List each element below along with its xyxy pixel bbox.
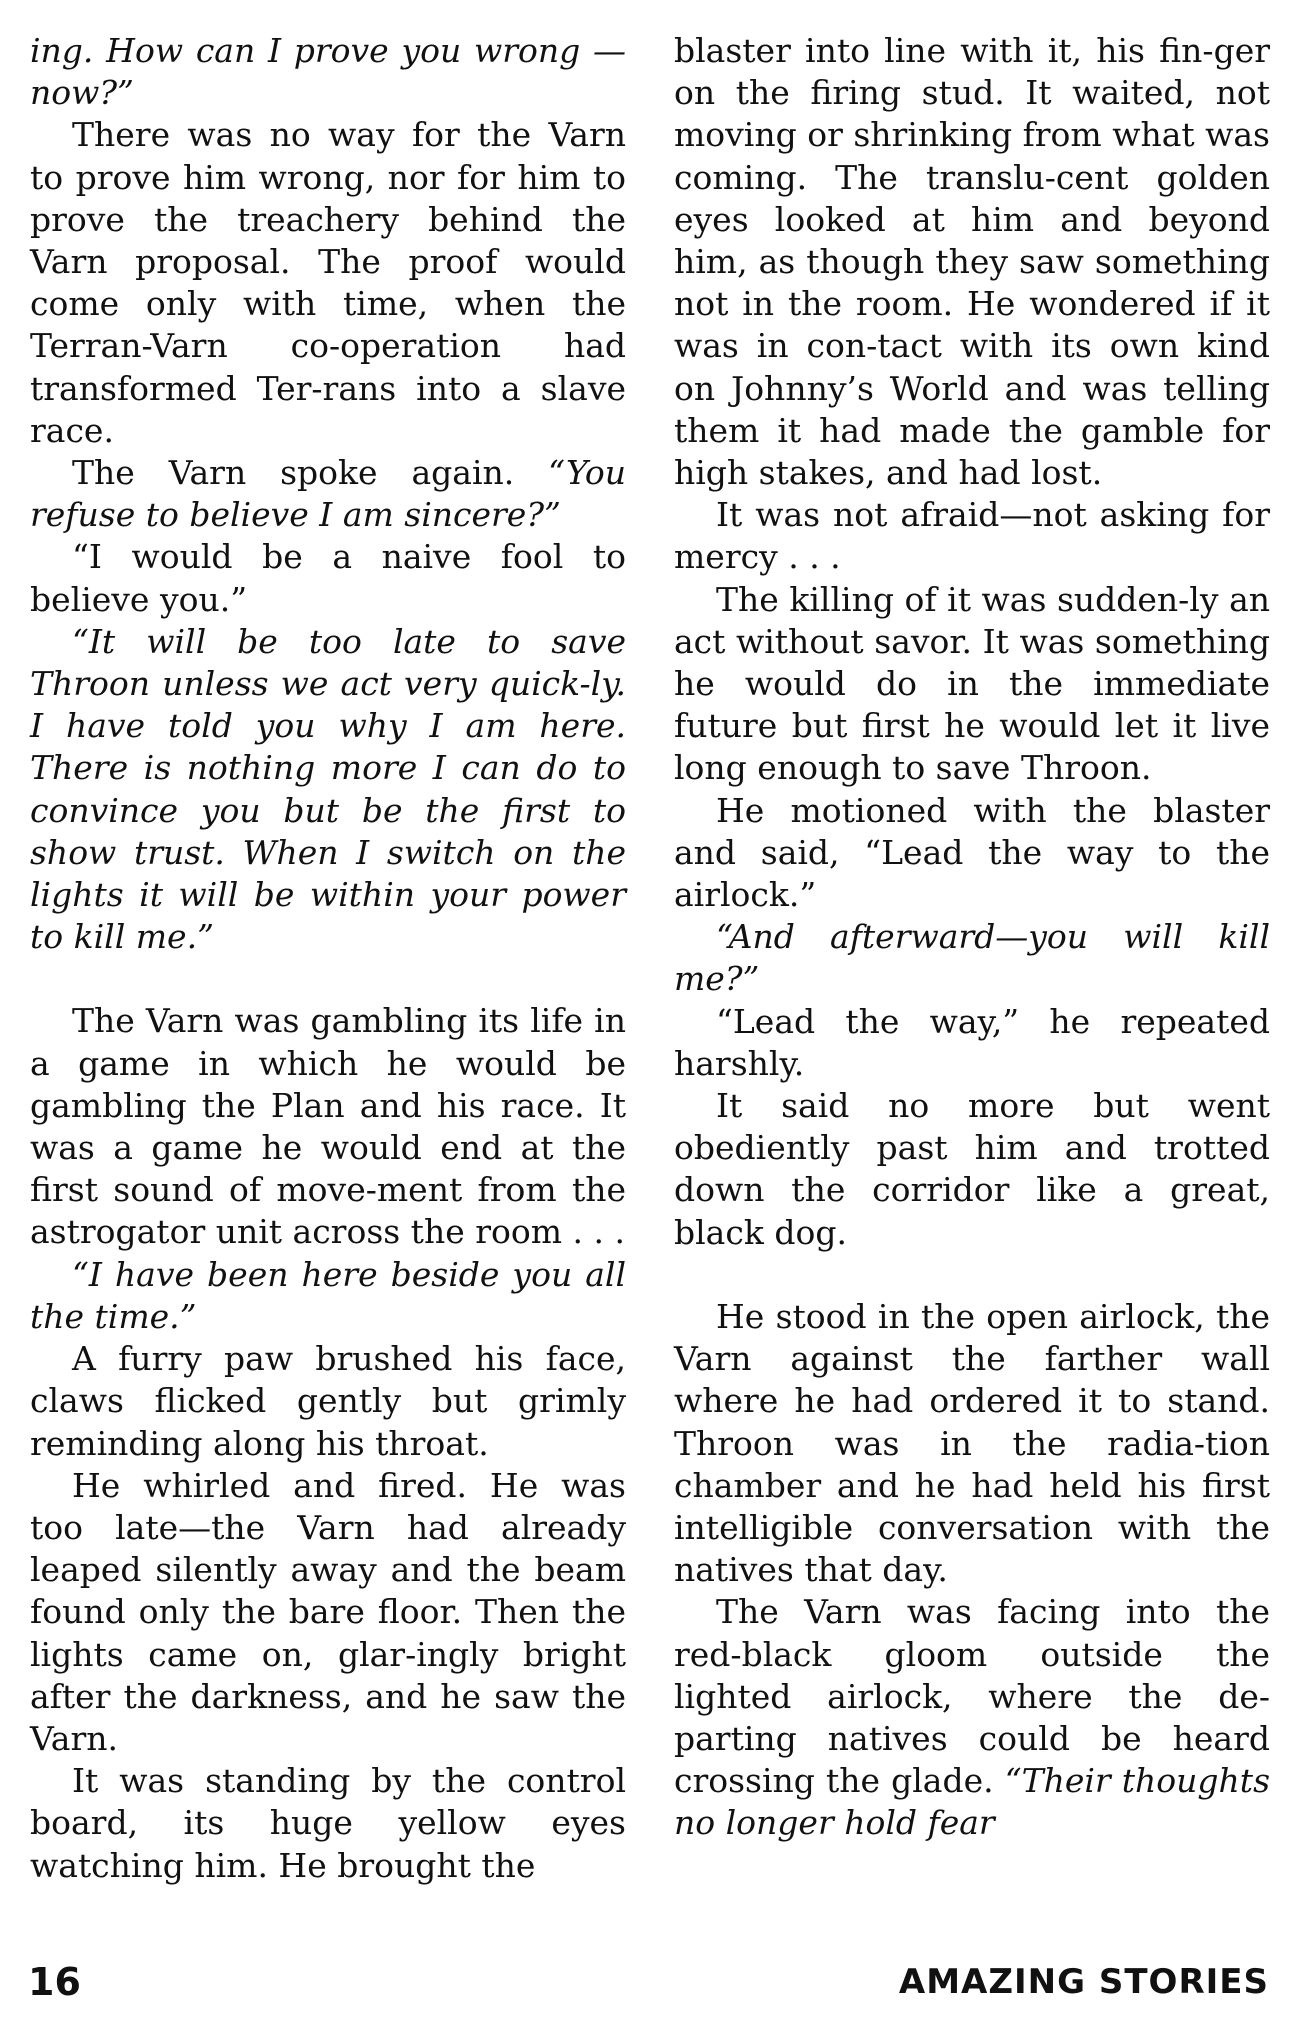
paragraph: The Varn was gambling its life in a game in which he would be gambling the Plan and his race. It was a game he would end at the first sound of move-ment from the astrogator unit across the room . . .: [30, 1001, 626, 1252]
paragraph: [674, 1591, 1270, 1844]
paragraph: The killing of it was sudden-ly an act without savor. It was something he would do in the immediate future but first he would let it live long enough to save Throon.: [674, 579, 1270, 788]
italic-dialogue: ing. How can I prove you wrong —now?”: [30, 31, 626, 113]
paragraph: “I would be a naive fool to believe you.”: [30, 537, 626, 619]
paragraph: blaster into line with it, his fin-ger on the firing stud. It waited, not moving or shrinking from what was coming. The translu-cent golden eyes looked at him and beyond him, as though they saw something not in the room. He wondered if it was in con-tact with its own kind on Johnny’s World and was telling them it had made the gamble for high stakes, and had lost.: [674, 31, 1270, 493]
italic-dialogue: “And afterward—you will kill me?”: [674, 917, 1270, 999]
paragraph: A furry paw brushed his face, claws flicked gently but grimly reminding along his throat.: [30, 1339, 626, 1463]
paragraph: He motioned with the blaster and said, “Lead the way to the airlock.”: [674, 790, 1270, 915]
paragraph: It was standing by the control board, its huge yellow eyes watching him. He brought the: [30, 1761, 626, 1885]
left-column: [30, 30, 626, 1887]
magazine-title: AMAZING STORIES: [898, 1962, 1269, 2002]
paragraph: [30, 621, 626, 959]
page-number: 16: [28, 1960, 81, 2004]
paragraph: It said no more but went obediently past him and trotted down the corridor like a great, black dog.: [674, 1086, 1270, 1252]
italic-dialogue: “Their thoughts no longer hold fear: [674, 1761, 1271, 1843]
paragraph: [30, 30, 626, 114]
paragraph-text: The Varn was facing into the red-black gloom outside the lighted airlock, where the de-parting natives could be heard crossing the glade.: [674, 1592, 1270, 1801]
italic-dialogue: “It will be too late to save Throon unless we act very quick-ly. I have told you why I am here. There is nothing more I can do to convince you but be the first to show trust. When I switch on the lights it will be within your power to kill me.”: [30, 621, 626, 957]
right-column: [674, 30, 1270, 1845]
paragraph: [30, 1254, 626, 1338]
paragraph: [30, 452, 626, 536]
paragraph: [674, 916, 1270, 1000]
paragraph: He stood in the open airlock, the Varn against the farther wall where he had ordered it to stand. Throon was in the radia-tion chamber and he had held his first intelligible conversation with the natives that day.: [674, 1296, 1270, 1590]
paragraph: There was no way for the Varn to prove him wrong, nor for him to prove the treachery behind the Varn proposal. The proof would come only with time, when the Terran-Varn co-operation had transformed Ter-rans into a slave race.: [30, 115, 626, 450]
paragraph-text: The Varn spoke again.: [72, 453, 549, 493]
paragraph: He whirled and fired. He was too late—the Varn had already leaped silently away and the beam found only the bare floor. Then the lights came on, glar-ingly bright after the darkness, and he saw the Varn.: [30, 1465, 626, 1758]
paragraph: “Lead the way,” he repeated harshly.: [674, 1001, 1270, 1083]
italic-dialogue: “I have been here beside you all the time.”: [30, 1254, 626, 1336]
paragraph: It was not afraid—not asking for mercy . . .: [674, 495, 1270, 577]
italic-dialogue: “You refuse to believe I am sincere?”: [30, 453, 626, 535]
